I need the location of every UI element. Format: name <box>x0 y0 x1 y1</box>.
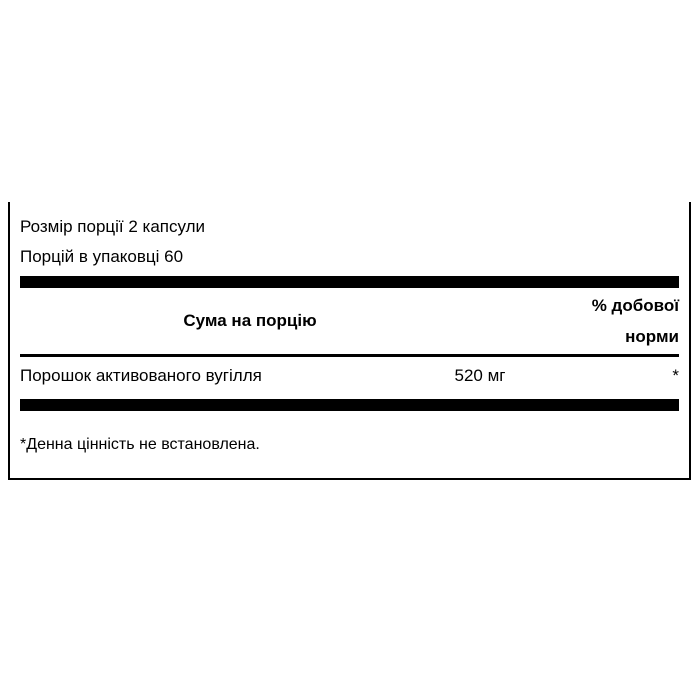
amount-per-serving-header: Сума на порцію <box>183 311 317 330</box>
ingredient-amount: 520 мг <box>454 366 506 385</box>
daily-value-header-line-2: норми <box>625 327 679 346</box>
daily-value-footnote: *Денна цінність не встановлена. <box>20 436 260 453</box>
daily-value-header-line-1: % добової <box>591 296 679 315</box>
serving-size-line: Розмір порції 2 капсули <box>20 217 206 236</box>
servings-per-container-line: Порцій в упаковці 60 <box>20 247 184 266</box>
table-header-row <box>20 288 679 354</box>
supplement-facts-panel <box>8 202 691 480</box>
ingredient-daily-value: * <box>672 366 679 385</box>
separator-bar-top <box>20 276 679 288</box>
daily-value-header <box>480 288 679 354</box>
ingredient-row <box>20 357 679 395</box>
ingredient-name: Порошок активованого вугілля <box>20 366 262 385</box>
separator-bar-bottom <box>20 399 679 411</box>
